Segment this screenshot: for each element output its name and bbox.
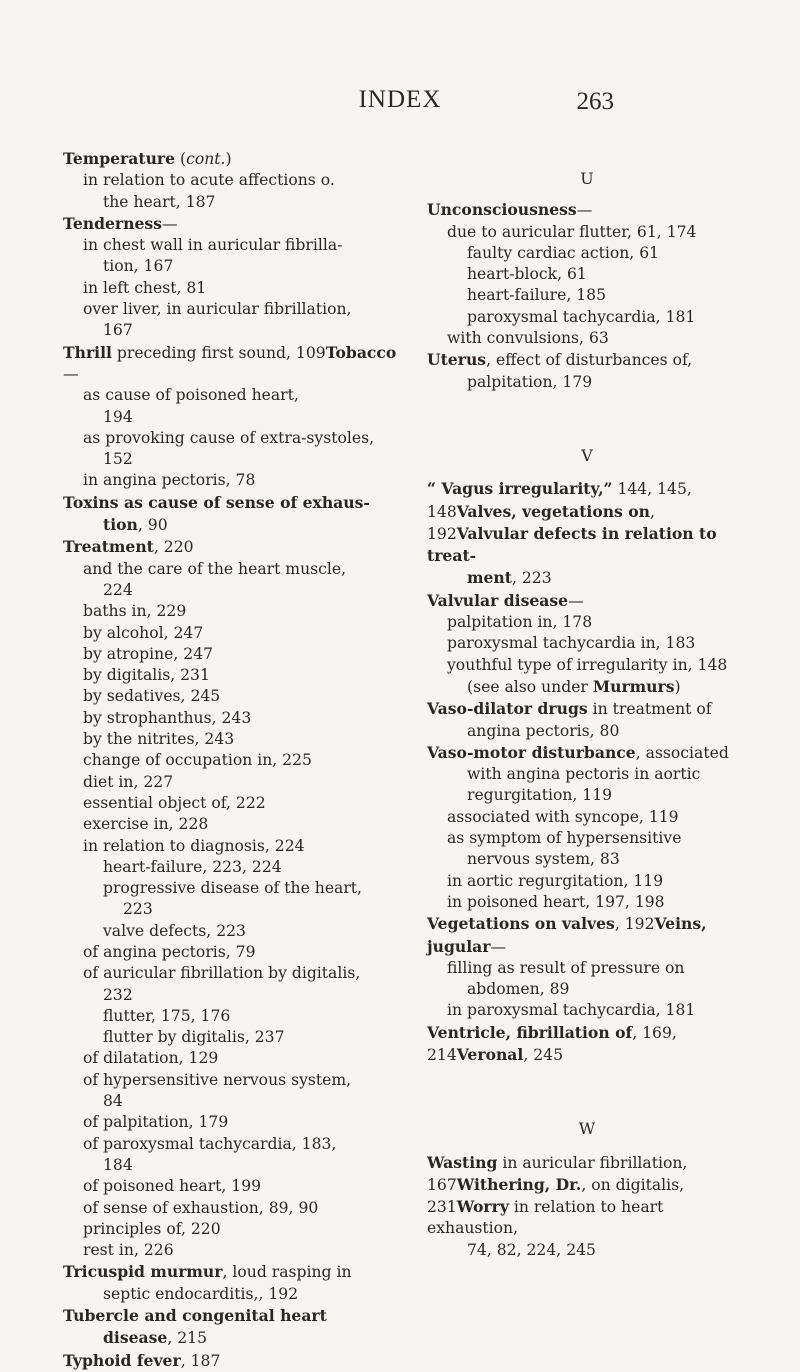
index-entry [63, 215, 178, 233]
entry-term: Tricuspid murmur [63, 1262, 223, 1282]
index-subentry: in relation to acute affections o. [83, 171, 335, 190]
entry-term: Worry [456, 1197, 509, 1217]
index-entry [427, 201, 592, 219]
index-subentry: 152 [103, 450, 133, 469]
entry-term: Tubercle and congenital heart [63, 1306, 327, 1326]
page-number: 263 [576, 88, 614, 115]
index-subentry: 224 [103, 580, 133, 599]
entry-text: , 215 [167, 1329, 208, 1348]
index-subentry: of auricular fibrillation by digitalis, [83, 964, 361, 983]
section-letter: W [578, 1119, 596, 1139]
index-subentry: exercise in, 228 [83, 815, 209, 834]
index-subentry: baths in, 229 [83, 602, 187, 621]
index-subentry: heart-failure, 185 [467, 286, 607, 305]
index-entry [427, 592, 584, 610]
entry-text: , 90 [137, 516, 168, 535]
entry-term: Thrill [63, 342, 112, 362]
entry-term: Vaso-dilator drugs [427, 699, 588, 719]
index-subentry: of dilatation, 129 [83, 1049, 219, 1068]
entry-term: Toxins as cause of sense of exhaus- [63, 492, 370, 512]
index-subentry: tion, 167 [103, 257, 174, 276]
index-subentry: the heart, 187 [103, 192, 216, 211]
index-subentry: palpitation, 179 [467, 372, 593, 391]
index-subentry: in aortic regurgitation, 119 [447, 871, 664, 890]
entry-term: Withering, Dr. [456, 1174, 582, 1194]
index-subentry: paroxysmal tachycardia in, 183 [447, 634, 696, 653]
entry-text: , effect of disturbances of, [486, 351, 693, 370]
page-header [0, 86, 800, 126]
index-entry [427, 915, 655, 933]
section-letter: V [581, 445, 593, 465]
index-entry [63, 1352, 220, 1370]
entry-term: Valvular disease [427, 590, 569, 610]
entry-term: “ Vagus irregularity,” [427, 479, 613, 499]
index-subentry: principles of, 220 [83, 1219, 221, 1238]
spacer [427, 393, 747, 445]
entry-term: Typhoid fever [63, 1350, 181, 1370]
index-entry [63, 150, 232, 168]
entry-term: Ventricle, fibrillation of [427, 1022, 633, 1042]
index-subentry: as provoking cause of extra-systoles, [83, 428, 375, 447]
entry-term: Treatment [63, 537, 154, 557]
index-entry [63, 538, 194, 556]
entry-text: , 192 [614, 915, 655, 934]
index-subentry: in relation to diagnosis, 224 [83, 836, 305, 855]
entry-term: Veins, jugular [427, 914, 707, 956]
index-subentry: of hypersensitive nervous system, [83, 1070, 352, 1089]
index-subentry: of palpitation, 179 [83, 1113, 229, 1132]
entry-text: in auricular fibrillation, 167 [427, 1153, 688, 1194]
index-subentry: 223 [123, 900, 153, 919]
index-subentry: heart-block, 61 [467, 265, 587, 284]
index-subentry: valve defects, 223 [103, 921, 246, 940]
index-subentry: in paroxysmal tachycardia, 181 [447, 1001, 696, 1020]
index-subentry: by the nitrites, 243 [83, 730, 235, 749]
entry-text: cont. [186, 150, 226, 168]
index-subentry: 84 [103, 1092, 123, 1111]
index-subentry: in poisoned heart, 197, 198 [447, 892, 665, 911]
index-subentry [63, 514, 405, 536]
entry-text: preceding first sound, 109 [111, 343, 326, 362]
entry-text: in relation to heart exhaustion, [427, 1198, 664, 1238]
index-entry [63, 1307, 327, 1325]
index-subentry: and the care of the heart muscle, [83, 559, 347, 578]
entry-text: , 187 [180, 1351, 221, 1370]
index-subentry: associated with syncope, 119 [447, 807, 679, 826]
index-subentry: with angina pectoris in aortic [467, 765, 701, 784]
entry-text: , loud rasping in [222, 1263, 352, 1282]
index-subentry: with convulsions, 63 [447, 329, 609, 348]
entry-term: Valves, vegetations on [456, 501, 651, 521]
entry-term: Vegetations on valves [427, 914, 615, 934]
entry-text: , 192 [427, 502, 655, 543]
index-subentry [63, 1327, 405, 1349]
index-subentry: nervous system, 83 [467, 850, 620, 869]
spacer [427, 148, 747, 168]
index-entry [63, 494, 370, 512]
index-subentry [427, 676, 747, 698]
index-subentry: palpitation in, 178 [447, 613, 593, 632]
index-subentry: of angina pectoris, 79 [83, 942, 256, 961]
index-subentry: angina pectoris, 80 [467, 721, 620, 740]
entry-term: Wasting [427, 1152, 498, 1172]
index-entry [427, 744, 729, 762]
index-entry [427, 1198, 663, 1237]
entry-text: , 223 [511, 569, 552, 588]
page-title: INDEX [358, 86, 442, 113]
entry-term: Uterus [427, 350, 487, 370]
entry-text: , 245 [523, 1045, 564, 1064]
index-subentry: by sedatives, 245 [83, 687, 221, 706]
index-subentry: flutter, 175, 176 [103, 1006, 231, 1025]
index-subentry: by digitalis, 231 [83, 666, 210, 685]
entry-term: disease [103, 1328, 168, 1348]
entry-text: , associated [635, 743, 729, 762]
index-subentry [427, 567, 747, 589]
index-entry [63, 344, 326, 362]
entry-text: , on digitalis, 231 [427, 1175, 685, 1217]
index-subentry: rest in, 226 [83, 1241, 174, 1260]
index-subentry: by alcohol, 247 [83, 623, 204, 642]
entry-term: Unconsciousness [427, 200, 577, 220]
spacer [427, 189, 747, 199]
spacer [427, 1140, 747, 1152]
entry-text: 144, 145, 148 [427, 480, 692, 521]
index-subentry: of sense of exhaustion, 89, 90 [83, 1198, 319, 1217]
spacer [427, 466, 747, 478]
index-subentry: change of occupation in, 225 [83, 751, 312, 770]
index-subentry: by atropine, 247 [83, 644, 214, 663]
index-subentry: filling as result of pressure on [447, 958, 685, 977]
index-subentry: by strophanthus, 243 [83, 708, 252, 727]
entry-term: Tenderness [63, 213, 162, 233]
index-entry [63, 1263, 352, 1281]
index-subentry: faulty cardiac action, 61 [467, 243, 660, 262]
index-subentry: in angina pectoris, 78 [83, 471, 256, 490]
entry-text: — [161, 214, 178, 233]
index-subentry: youthful type of irregularity in, 148 [447, 655, 728, 674]
entry-term: ment [467, 568, 512, 588]
entry-text: ) [225, 150, 232, 168]
index-subentry: essential object of, 222 [83, 793, 266, 812]
index-subentry: regurgitation, 119 [467, 786, 613, 805]
index-subentry: 167 [103, 321, 133, 340]
entry-text: ) [674, 677, 681, 696]
index-subentry: due to auricular flutter, 61, 174 [447, 222, 697, 241]
index-column-left [63, 148, 405, 1372]
index-subentry: diet in, 227 [83, 772, 174, 791]
entry-text: — [576, 201, 593, 220]
index-subentry: 194 [103, 407, 133, 426]
entry-term: Tobacco [325, 342, 397, 362]
index-subentry: progressive disease of the heart, [103, 879, 363, 898]
entry-term: Temperature [63, 149, 176, 168]
entry-term: Murmurs [592, 676, 675, 696]
index-subentry: abdomen, 89 [467, 980, 570, 999]
spacer [427, 1066, 747, 1118]
index-entry [457, 1046, 563, 1064]
index-entry [427, 351, 692, 369]
index-subentry: flutter by digitalis, 237 [103, 1028, 285, 1047]
entry-term: Vaso-motor disturbance [427, 742, 636, 762]
index-entry [427, 700, 712, 718]
entry-text: (see also under [467, 677, 593, 696]
entry-term: Valvular defects in relation to treat- [427, 523, 717, 566]
entry-text: in treatment of [587, 700, 712, 719]
index-subentry: paroxysmal tachycardia, 181 [467, 307, 696, 326]
index-subentry: heart-failure, 223, 224 [103, 857, 282, 876]
index-entry [427, 525, 717, 565]
entry-text: , 220 [153, 538, 194, 557]
index-subentry: in chest wall in auricular fibrilla- [83, 236, 343, 255]
entry-term: Veronal [456, 1044, 524, 1064]
index-subentry: 184 [103, 1155, 133, 1174]
entry-text: — [568, 591, 584, 610]
index-subentry: 74, 82, 224, 245 [467, 1240, 596, 1259]
entry-text: — [63, 364, 79, 383]
index-subentry: 232 [103, 985, 133, 1004]
index-subentry: as cause of poisoned heart, [83, 386, 299, 405]
section-letter: U [580, 169, 594, 188]
index-column-right [427, 148, 747, 1261]
entry-text: — [490, 937, 507, 956]
index-subentry: over liver, in auricular fibrillation, [83, 300, 352, 319]
entry-text: ( [175, 150, 187, 168]
index-subentry: in left chest, 81 [83, 278, 207, 297]
index-subentry: of poisoned heart, 199 [83, 1177, 262, 1196]
index-subentry: of paroxysmal tachycardia, 183, [83, 1134, 337, 1153]
index-subentry: as symptom of hypersensitive [447, 829, 682, 848]
entry-text: , 169, 214 [427, 1023, 677, 1064]
index-subentry: septic endocarditis,, 192 [103, 1284, 299, 1303]
entry-term: tion [103, 515, 138, 535]
